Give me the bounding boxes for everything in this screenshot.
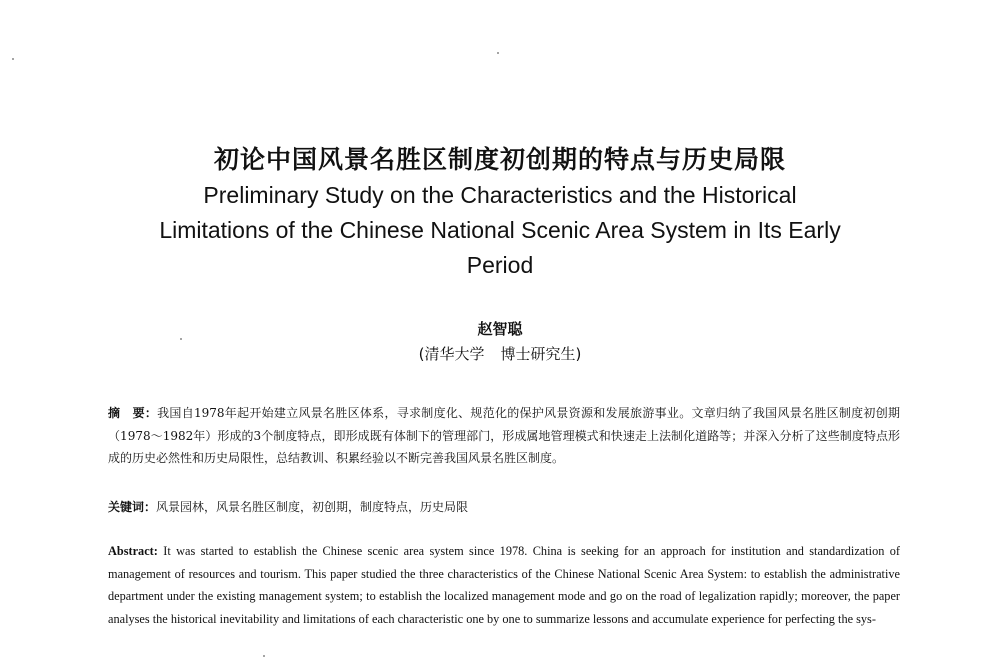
title-chinese: 初论中国风景名胜区制度初创期的特点与历史局限 [213,145,786,174]
abstract-english-text: It was started to establish the Chinese scenic area system since 1978. China is seeking for an approach for institution and standardization of management of resources and tourism. This paper studied the three characteristics of the Chinese National Scenic Area System: to establish the administrative department under the existing management system; to establish the localized management mode and go on the road of legalization rapidly; moreover, the paper analyses the historical inevitability and limitations of each characteristic one by one to summarize lessons and accumulate experience for perfecting the sys- [108,544,900,626]
title-english: Preliminary Study on the Characteristics and the Historical Limitations of the Chinese National Scenic Area System in Its Early Period [159,182,841,278]
affiliation-open-paren: ( [418,345,425,363]
abstract-chinese-text: 我国自1978年起开始建立风景名胜区体系，寻求制度化、规范化的保护风景资源和发展旅游事业。文章归纳了我国风景名胜区制度初创期（1978～1982年）形成的3个制度特点，即形成既有体制下的管理部门，形成属地管理模式和快速走上法制化道路等；并深入分析了这些制度特点形成的历史必然性和历史局限性，总结教训、积累经验以不断完善我国风景名胜区制度。 [108,406,900,465]
affiliation-role: 博士研究生 [500,345,576,363]
keywords-chinese [108,496,900,518]
author-affiliation [0,343,1000,364]
abstract-english-label: Abstract: [108,544,158,558]
keywords-chinese-label: 关键词： [108,500,157,514]
keywords-chinese-text: 风景园林，风景名胜区制度，初创期，制度特点，历史局限 [156,500,469,514]
affiliation-close-paren: ) [575,345,582,363]
affiliation-institution: 清华大学 [424,345,485,363]
abstract-english [108,540,900,630]
scan-speck [263,655,265,657]
scan-speck [497,52,499,54]
author-name: 赵智聪 [477,320,523,338]
scan-speck [12,58,14,60]
abstract-chinese-label: 摘 要： [108,406,158,420]
abstract-chinese [108,402,900,470]
